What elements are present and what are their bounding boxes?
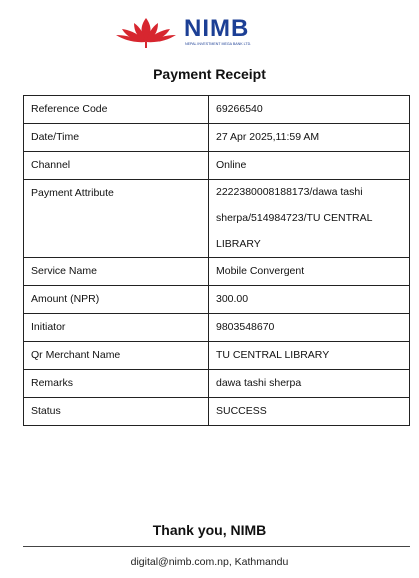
row-label: Service Name <box>24 258 209 286</box>
lotus-flower-icon <box>116 18 176 48</box>
table-row <box>24 342 410 370</box>
bank-logo <box>116 14 302 48</box>
brand-tagline: NEPAL INVESTMENT MEGA BANK LTD. <box>185 42 252 46</box>
footer-divider <box>23 546 410 547</box>
table-row <box>24 314 410 342</box>
table-row <box>24 370 410 398</box>
row-label: Remarks <box>24 370 209 398</box>
table-row <box>24 258 410 286</box>
brand-name: NIMB <box>184 15 250 42</box>
footer-contact: digital@nimb.com.np, Kathmandu <box>130 556 289 568</box>
row-value: 300.00 <box>209 286 410 314</box>
row-value: 27 Apr 2025,11:59 AM <box>209 124 410 152</box>
table-row <box>24 152 410 180</box>
row-value: Mobile Convergent <box>209 258 410 286</box>
receipt-title: Payment Receipt <box>153 66 266 82</box>
row-label: Payment Attribute <box>24 180 209 258</box>
table-row <box>24 286 410 314</box>
row-label: Qr Merchant Name <box>24 342 209 370</box>
table-row <box>24 96 410 124</box>
receipt-table <box>23 95 410 426</box>
row-value: SUCCESS <box>209 398 410 426</box>
thank-you-message: Thank you, NIMB <box>152 522 267 538</box>
row-value: 9803548670 <box>209 314 410 342</box>
table-row <box>24 398 410 426</box>
row-value: 69266540 <box>209 96 410 124</box>
table-row <box>24 180 410 258</box>
row-label: Channel <box>24 152 209 180</box>
row-label: Status <box>24 398 209 426</box>
row-label: Reference Code <box>24 96 209 124</box>
row-value: 2222380008188173/dawa tashi sherpa/514984723/TU CENTRAL LIBRARY <box>209 180 410 258</box>
row-value: TU CENTRAL LIBRARY <box>209 342 410 370</box>
row-label: Date/Time <box>24 124 209 152</box>
row-value: dawa tashi sherpa <box>209 370 410 398</box>
row-value: Online <box>209 152 410 180</box>
table-row <box>24 124 410 152</box>
row-label: Amount (NPR) <box>24 286 209 314</box>
row-label: Initiator <box>24 314 209 342</box>
